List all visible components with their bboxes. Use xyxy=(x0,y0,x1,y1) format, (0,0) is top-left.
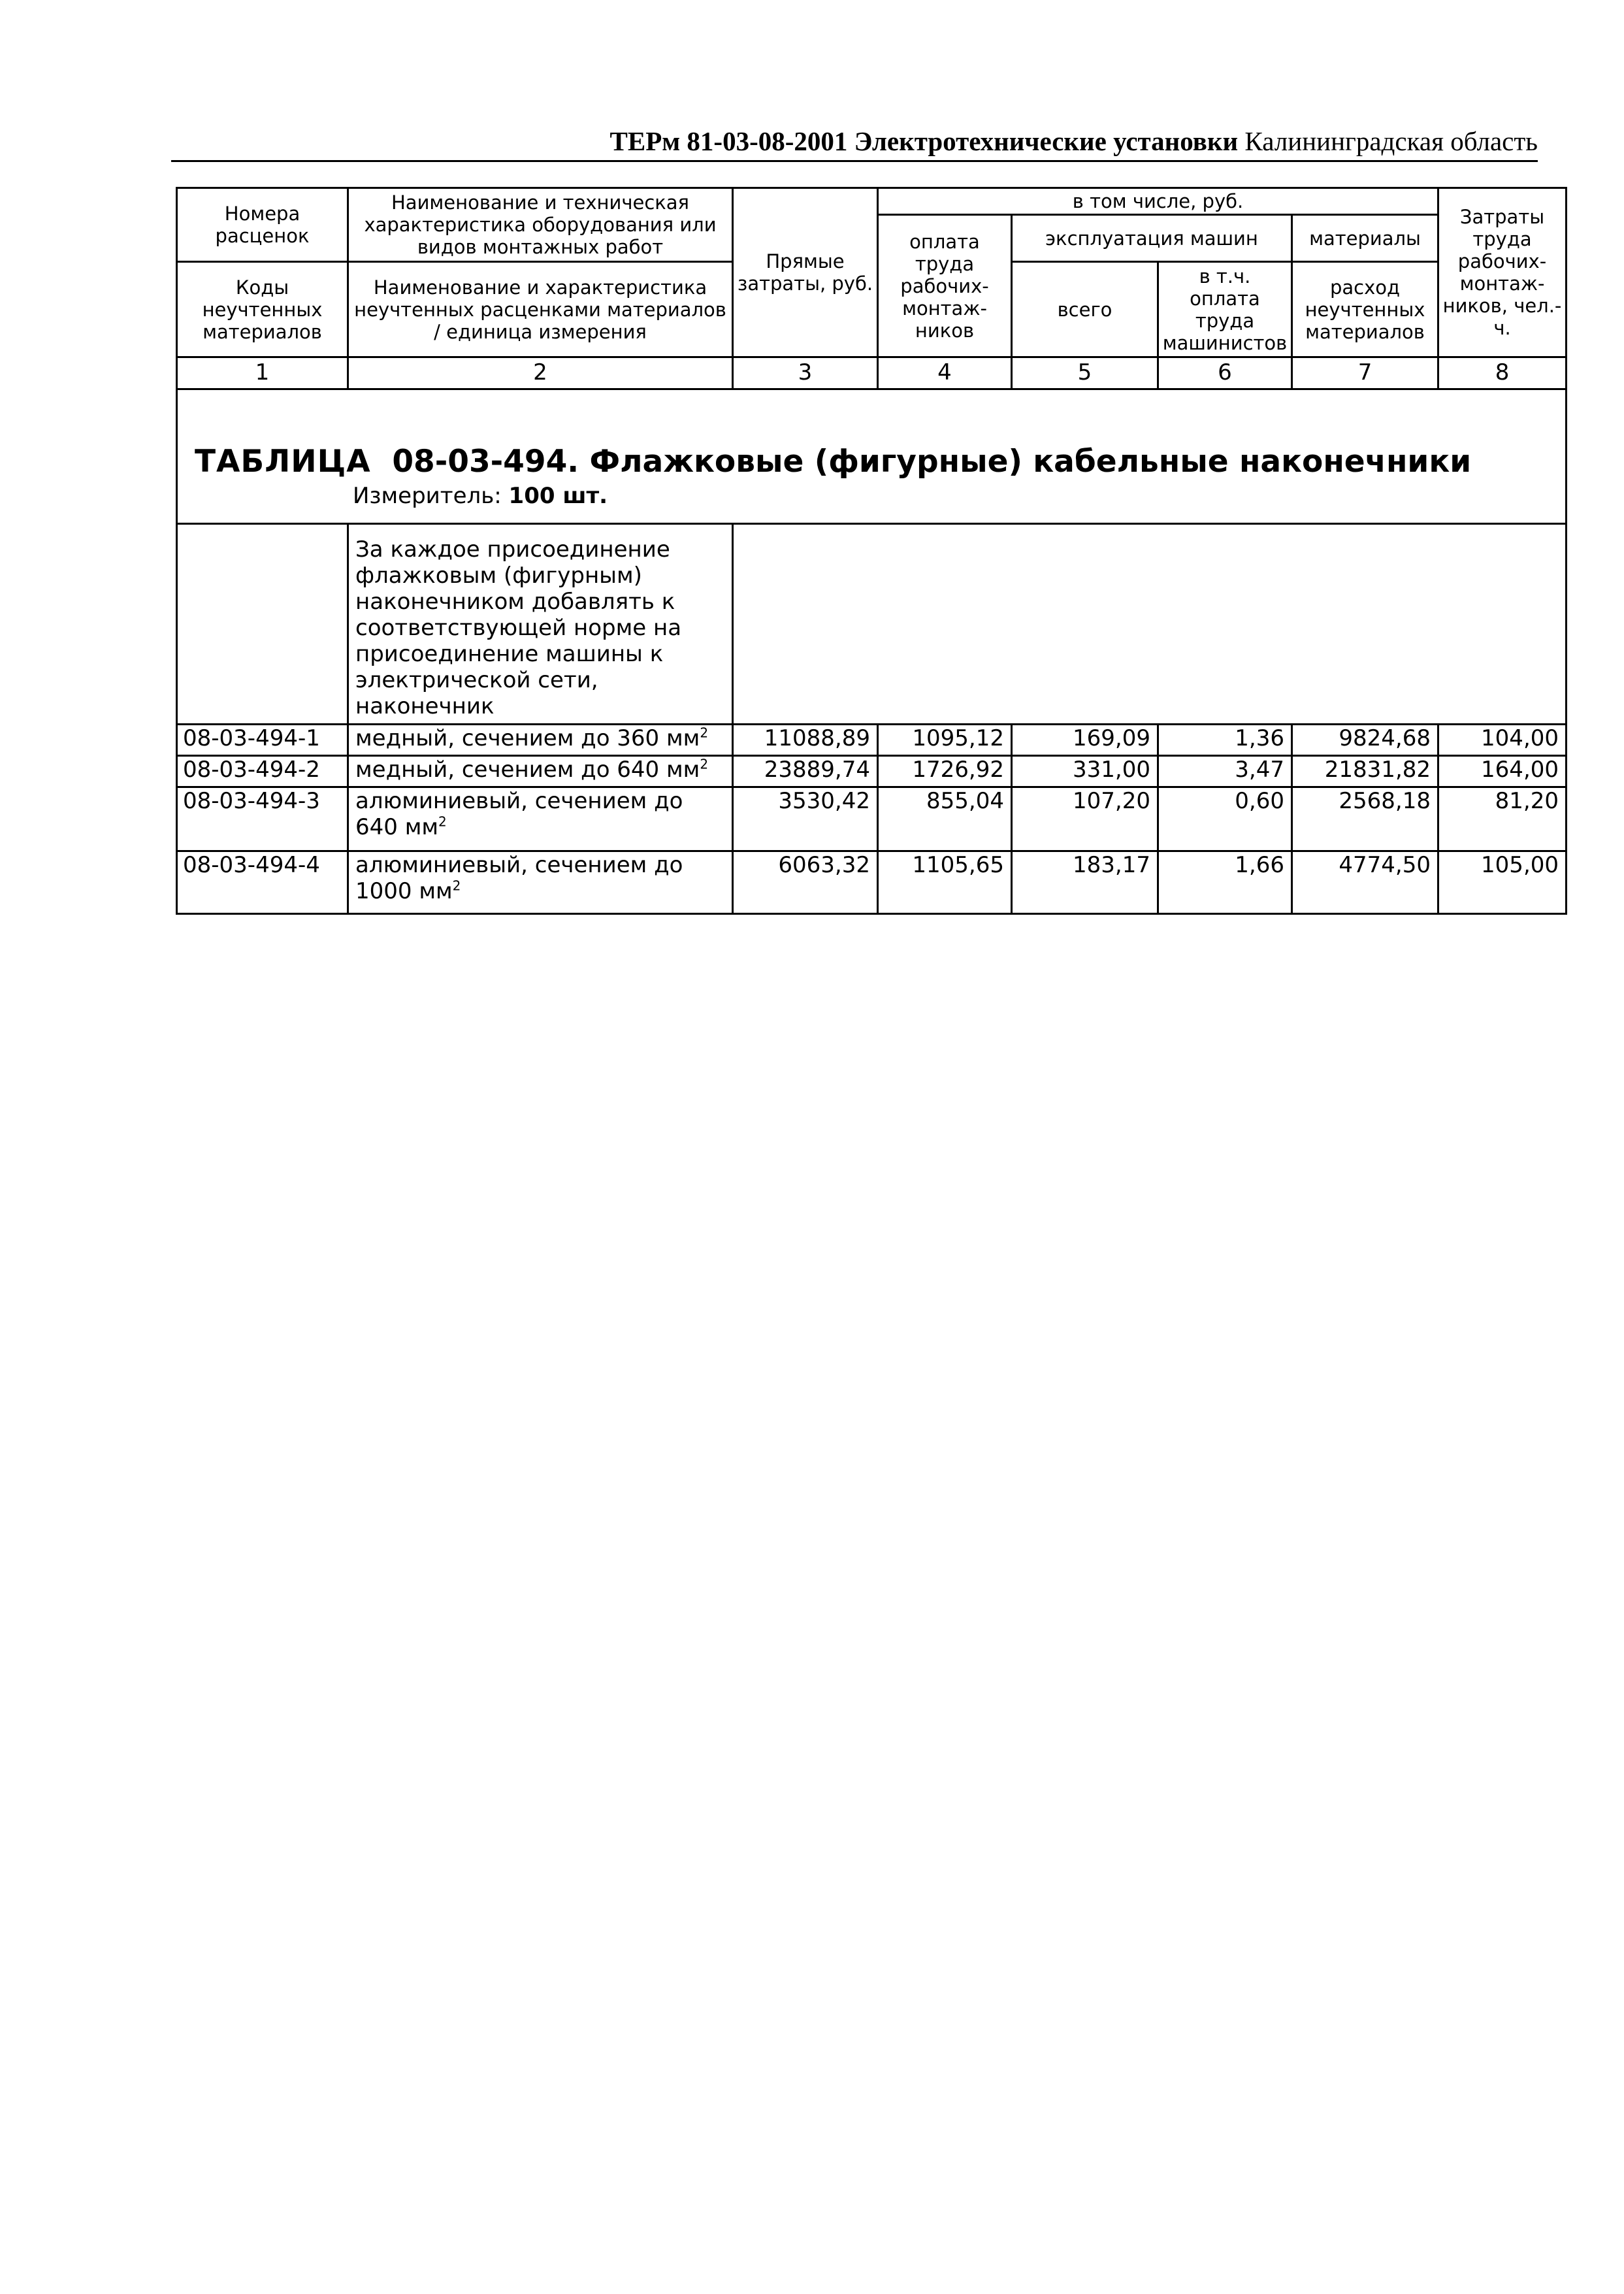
materials-cost: 21831,82 xyxy=(1292,756,1438,787)
rate-name-text: алюминиевый, сечением до 1000 мм xyxy=(355,852,683,904)
table-row xyxy=(177,787,1567,851)
column-number: 5 xyxy=(1012,357,1158,389)
labor-pay: 1095,12 xyxy=(878,725,1012,756)
direct-costs: 6063,32 xyxy=(733,851,878,914)
header-machine-total: всего xyxy=(1012,262,1158,357)
section-row xyxy=(177,389,1567,524)
labor-pay: 1105,65 xyxy=(878,851,1012,914)
rate-code: 08-03-494-3 xyxy=(177,787,348,851)
document-region: Калининградская область xyxy=(1244,126,1538,156)
section-label: ТАБЛИЦА xyxy=(195,444,371,480)
section-title xyxy=(178,442,1565,482)
materials-cost: 9824,68 xyxy=(1292,725,1438,756)
rate-name xyxy=(348,787,733,851)
header-including: в том числе, руб. xyxy=(878,188,1438,215)
header-labor-pay: оплата труда рабочих-монтаж-ников xyxy=(878,215,1012,357)
materials-cost: 2568,18 xyxy=(1292,787,1438,851)
machine-total: 107,20 xyxy=(1012,787,1158,851)
rates-table xyxy=(176,187,1567,915)
column-number-row xyxy=(177,357,1567,389)
document-header xyxy=(171,124,1538,158)
document-code: ТЕРм 81-03-08-2001 xyxy=(609,126,848,156)
labor-hours: 104,00 xyxy=(1438,725,1567,756)
table-row xyxy=(177,725,1567,756)
header-material-codes: Коды неучтенных материалов xyxy=(177,262,348,357)
unit-superscript: 2 xyxy=(700,756,709,772)
intro-row xyxy=(177,524,1567,725)
table-row xyxy=(177,851,1567,914)
header-row-1 xyxy=(177,188,1567,215)
column-number: 3 xyxy=(733,357,878,389)
document-title: Электротехнические установки xyxy=(854,126,1239,156)
rate-name-text: медный, сечением до 640 мм xyxy=(355,757,700,783)
labor-hours: 81,20 xyxy=(1438,787,1567,851)
header-rule xyxy=(171,160,1538,162)
direct-costs: 11088,89 xyxy=(733,725,878,756)
operators-pay: 0,60 xyxy=(1158,787,1292,851)
labor-hours: 105,00 xyxy=(1438,851,1567,914)
rate-code: 08-03-494-4 xyxy=(177,851,348,914)
labor-pay: 1726,92 xyxy=(878,756,1012,787)
operators-pay: 3,47 xyxy=(1158,756,1292,787)
measurement-unit xyxy=(178,482,1565,514)
rate-code: 08-03-494-1 xyxy=(177,725,348,756)
unit-superscript: 2 xyxy=(700,725,709,741)
rate-name xyxy=(348,756,733,787)
machine-total: 169,09 xyxy=(1012,725,1158,756)
labor-hours: 164,00 xyxy=(1438,756,1567,787)
column-number: 1 xyxy=(177,357,348,389)
rate-rows xyxy=(177,725,1567,914)
column-number: 4 xyxy=(878,357,1012,389)
rate-name xyxy=(348,851,733,914)
column-number: 2 xyxy=(348,357,733,389)
table-row xyxy=(177,756,1567,787)
header-name-bottom: Наименование и характеристика неучтенных расценками материалов / единица измерения xyxy=(348,262,733,357)
column-number: 6 xyxy=(1158,357,1292,389)
column-number: 8 xyxy=(1438,357,1567,389)
header-direct-costs: Прямые затраты, руб. xyxy=(733,188,878,357)
rate-name xyxy=(348,725,733,756)
direct-costs: 3530,42 xyxy=(733,787,878,851)
unit-superscript: 2 xyxy=(438,813,447,830)
direct-costs: 23889,74 xyxy=(733,756,878,787)
header-materials: материалы xyxy=(1292,215,1438,262)
header-name-top: Наименование и техническая характеристика оборудования или видов монтажных работ xyxy=(348,188,733,262)
materials-cost: 4774,50 xyxy=(1292,851,1438,914)
meter-label: Измеритель: xyxy=(353,483,502,509)
meter-value: 100 шт. xyxy=(508,483,608,509)
operators-pay: 1,36 xyxy=(1158,725,1292,756)
section-name: Флажковые (фигурные) кабельные наконечники xyxy=(589,444,1472,480)
header-rate-numbers: Номера расценок xyxy=(177,188,348,262)
header-machine-operation: эксплуатация машин xyxy=(1012,215,1292,262)
section-number: 08-03-494. xyxy=(392,444,579,480)
section-cell xyxy=(177,389,1567,524)
intro-text: За каждое присоединение флажковым (фигурным) наконечником добавлять к соответствующей норме на присоединение машины к электрической сети, наконечник xyxy=(348,524,733,725)
header-labor-costs: Затраты труда рабочих-монтаж-ников, чел.-ч. xyxy=(1438,188,1567,357)
rate-code: 08-03-494-2 xyxy=(177,756,348,787)
header-operators-pay: в т.ч. оплата труда машинистов xyxy=(1158,262,1292,357)
unit-superscript: 2 xyxy=(452,877,461,894)
machine-total: 331,00 xyxy=(1012,756,1158,787)
rate-name-text: медный, сечением до 360 мм xyxy=(355,725,700,751)
operators-pay: 1,66 xyxy=(1158,851,1292,914)
header-unaccounted-materials: расход неучтенных материалов xyxy=(1292,262,1438,357)
machine-total: 183,17 xyxy=(1012,851,1158,914)
labor-pay: 855,04 xyxy=(878,787,1012,851)
column-number: 7 xyxy=(1292,357,1438,389)
rate-name-text: алюминиевый, сечением до 640 мм xyxy=(355,788,683,840)
